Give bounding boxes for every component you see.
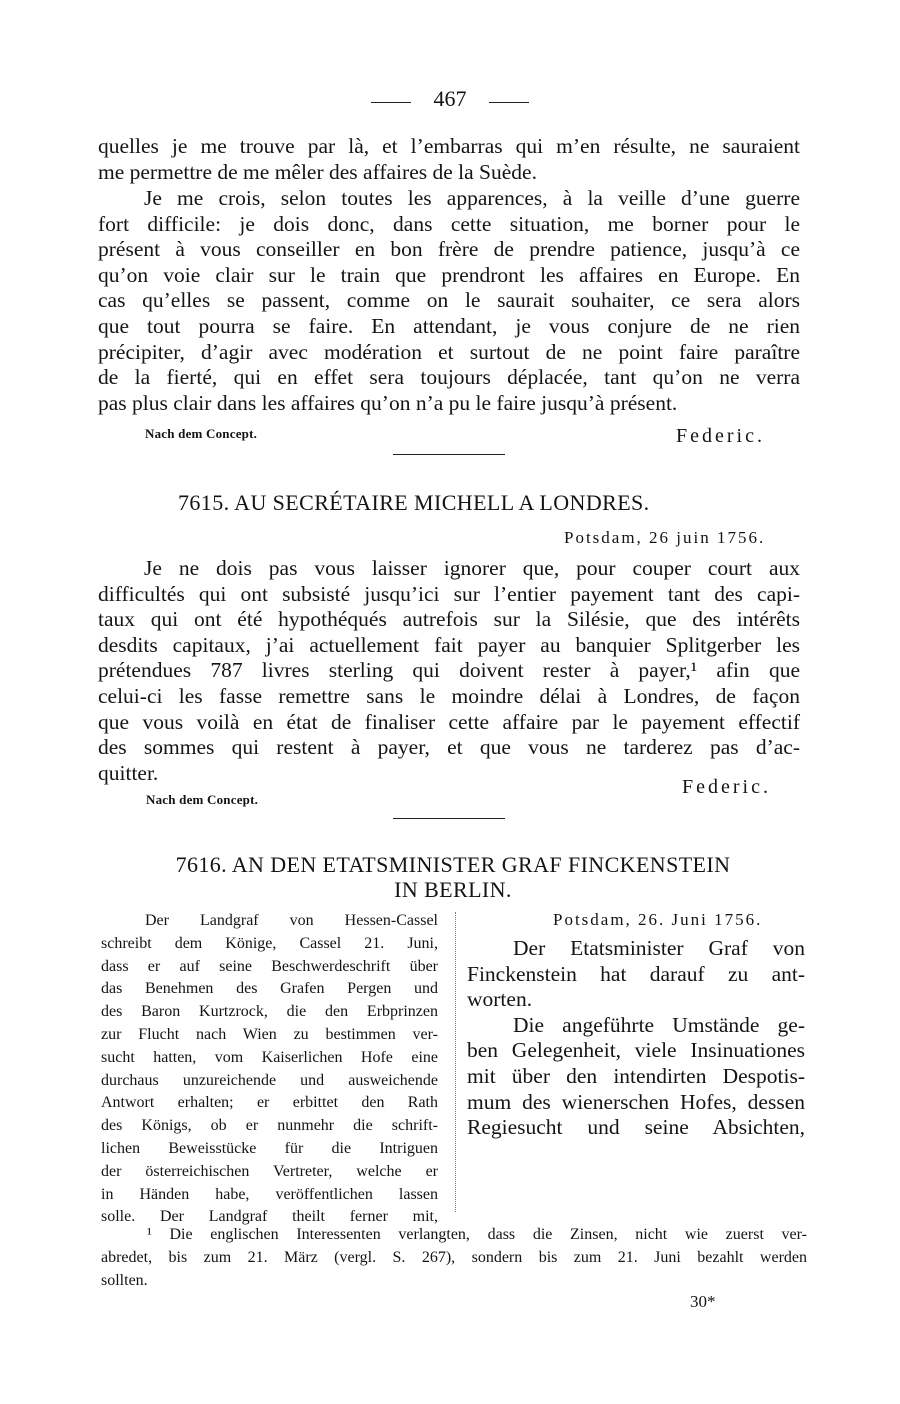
text-line: sucht hatten, vom Kaiserlichen Hofe eine	[101, 1048, 438, 1066]
column-divider	[455, 912, 456, 1212]
text-line: Antwort erhalten; er erbittet den Rath	[101, 1094, 438, 1112]
text-line: des sommes qui restent à payer, et que vous ne tarderez pas d’ac-	[98, 735, 800, 760]
letter-heading: 7615. AU SECRÉTAIRE MICHELL A LONDRES.	[178, 490, 650, 515]
text-line: der österreichischen Vertreter, welche er	[101, 1162, 438, 1180]
text-line: me permettre de me mêler des affaires de la Suède.	[98, 159, 537, 184]
source-note: Nach dem Concept.	[146, 792, 259, 807]
signature-mark: 30*	[690, 1292, 716, 1311]
heading-line: IN BERLIN.	[394, 877, 512, 902]
text-line: des Königs, ob er nunmehr die schrift-	[101, 1117, 438, 1135]
letter-heading	[138, 852, 768, 902]
source-note: Nach dem Concept.	[145, 426, 258, 441]
text-line: Die angeführte Umstände ge-	[513, 1012, 805, 1037]
text-line: précipiter, d’agir avec modération et surtout de ne point faire paraître	[98, 339, 800, 364]
text-line: durchaus unzureichende und ausweichende	[101, 1071, 438, 1089]
text-line: celui-ci les fasse remettre sans le moindre délai à Londres, de façon	[98, 683, 800, 708]
top-paragraph-1	[98, 134, 800, 185]
text-line: Der Landgraf von Hessen-Cassel	[145, 912, 438, 929]
text-line: schreibt dem Könige, Cassel 21. Juni,	[101, 934, 438, 952]
text-line: ben Gelegenheit, viele Insinuationes	[467, 1038, 805, 1063]
text-line: Regiesucht und seine Absichten,	[467, 1115, 805, 1140]
text-line: Finckenstein hat darauf zu ant-	[467, 961, 805, 986]
text-line: difficultés qui ont subsisté jusqu’ici sur l’entier payement tant des capi-	[98, 581, 800, 606]
text-line: mit über den intendirten Despotis-	[467, 1063, 805, 1088]
summary-column	[101, 910, 438, 1229]
text-line: das Benehmen des Grafen Pergen und	[101, 980, 438, 998]
top-paragraph-2	[98, 186, 800, 416]
text-line: desdits capitaux, j’ai actuellement fait payer au banquier Splitgerber les	[98, 632, 800, 657]
text-line: dass er auf seine Beschwerdeschrift über	[101, 957, 438, 975]
text-line: fort difficile: je dois donc, dans cette situation, me borner pour le	[98, 211, 800, 236]
text-line: cas qu’elles se passent, comme on le saurait souhaiter, ce sera alors	[98, 288, 800, 313]
text-line: taux qui ont été hypothéqués autrefois sur la Silésie, que des intérêts	[98, 607, 800, 632]
letter-body	[98, 556, 800, 786]
reply-column	[467, 936, 805, 1141]
signature: Federic.	[682, 776, 771, 798]
header-rule-right	[489, 102, 529, 103]
text-line: quitter.	[98, 760, 159, 785]
text-line: de la fierté, qui en effet sera toujours déplacée, tant qu’on ne verra	[98, 365, 800, 390]
text-line: que tout pourra se faire. En attendant, je vous conjure de ne rien	[98, 313, 800, 338]
signature: Federic.	[676, 425, 765, 447]
text-line: lichen Beweisstücke für die Intriguen	[101, 1139, 438, 1157]
text-line: prétendues 787 livres sterling qui doivent rester à payer,¹ afin que	[98, 658, 800, 683]
header-rule-left	[371, 102, 411, 103]
text-line: zur Flucht nach Wien zu bestimmen ver-	[101, 1025, 438, 1043]
text-line: des Baron Kurtzrock, die den Erbprinzen	[101, 1003, 438, 1021]
heading-line: 7616. AN DEN ETATSMINISTER GRAF FINCKENSTEIN	[175, 852, 731, 877]
text-line: solle. Der Landgraf theilt ferner mit,	[101, 1208, 438, 1226]
footnote-line: ¹ Die englischen Interessenten verlangten, dass die Zinsen, nicht wie zuerst ver-	[147, 1226, 807, 1243]
text-line: pas plus clair dans les affaires qu’on n’a pu le faire jusqu’à présent.	[98, 390, 678, 415]
text-line: Der Etatsminister Graf von	[513, 936, 805, 960]
footnote-line: abredet, bis zum 21. März (vergl. S. 267), sondern bis zum 21. Juni bezahlt werden	[101, 1248, 807, 1266]
text-line: qu’on voie clair sur le train que prendront les affaires en Europe. En	[98, 262, 800, 287]
text-line: quelles je me trouve par là, et l’embarras qui m’en résulte, ne sauraient	[98, 134, 800, 158]
footnote	[101, 1224, 807, 1292]
text-line: que vous voilà en état de finaliser cette affaire par le payement effectif	[98, 709, 800, 734]
dateline: Potsdam, 26. Juni 1756.	[553, 910, 763, 929]
text-line: Je ne dois pas vous laisser ignorer que, pour couper court aux	[144, 556, 800, 580]
text-line: worten.	[467, 987, 533, 1012]
section-separator	[393, 818, 505, 819]
page-number: 467	[433, 86, 467, 111]
text-line: présent à vous conseiller en bon frère de prendre patience, jusqu’à ce	[98, 237, 800, 262]
dateline: Potsdam, 26 juin 1756.	[564, 528, 766, 547]
text-line: in Händen habe, veröffentlichen lassen	[101, 1185, 438, 1203]
footnote-line: sollten.	[101, 1271, 148, 1289]
section-separator	[393, 454, 505, 455]
text-line: Je me crois, selon toutes les apparences, à la veille d’une guerre	[144, 186, 800, 210]
text-line: mum des wienerschen Hofes, dessen	[467, 1089, 805, 1114]
